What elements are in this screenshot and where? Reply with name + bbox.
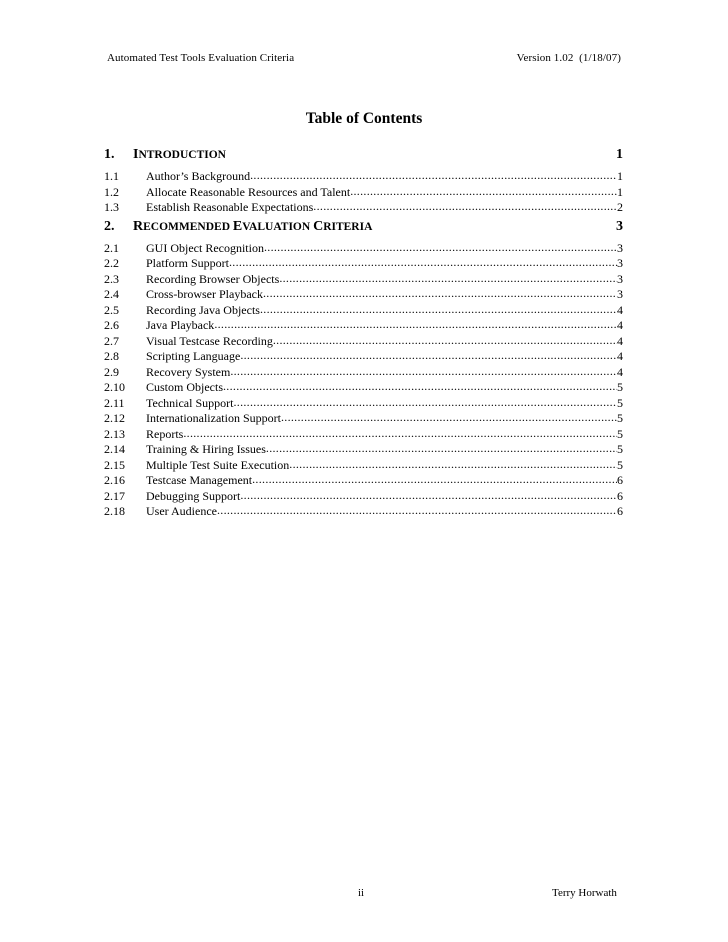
- dot-leader: [281, 410, 617, 425]
- entry-page: 1: [617, 184, 623, 199]
- entry-title: Visual Testcase Recording: [146, 333, 273, 348]
- toc-entry[interactable]: [104, 411, 623, 427]
- dot-leader: [223, 379, 617, 394]
- entry-number: 2.8: [104, 349, 119, 363]
- entry-page: 4: [617, 318, 623, 332]
- dot-leader: [350, 184, 617, 199]
- entry-title: Scripting Language: [146, 349, 241, 363]
- entry-page: 4: [617, 349, 623, 363]
- dot-leader: [240, 488, 617, 503]
- entry-page: 4: [617, 364, 623, 379]
- toc-entry[interactable]: [104, 458, 623, 474]
- entry-page: 1: [617, 169, 623, 183]
- toc-entry[interactable]: [104, 504, 623, 520]
- toc-entry[interactable]: [104, 256, 623, 272]
- dot-leader: [217, 503, 617, 518]
- section-title: INTRODUCTION: [133, 147, 226, 162]
- entry-page: 3: [617, 271, 623, 286]
- entry-number: 2.18: [104, 504, 125, 518]
- toc-entry[interactable]: [104, 303, 623, 319]
- toc-entry[interactable]: [104, 272, 623, 288]
- entry-title: Java Playback: [146, 318, 215, 332]
- dot-leader: [183, 426, 617, 441]
- entry-number: 1.2: [104, 184, 119, 199]
- table-of-contents: [104, 147, 623, 520]
- entry-number: 2.9: [104, 364, 119, 379]
- toc-entry[interactable]: [104, 169, 623, 185]
- dot-leader: [289, 457, 617, 472]
- entry-number: 2.7: [104, 333, 119, 348]
- entry-page: 4: [617, 333, 623, 348]
- toc-heading: Table of Contents: [305, 110, 423, 127]
- entry-page: 5: [617, 395, 623, 410]
- entry-title: Establish Reasonable Expectations: [146, 200, 314, 214]
- entry-number: 2.16: [104, 473, 125, 487]
- entry-title: Allocate Reasonable Resources and Talent: [146, 184, 351, 199]
- header-version: Version 1.02 (1/18/07): [516, 52, 621, 64]
- entry-number: 1.3: [104, 200, 119, 214]
- dot-leader: [264, 240, 617, 255]
- toc-entry[interactable]: [104, 442, 623, 458]
- entry-title: Recording Browser Objects: [146, 271, 280, 286]
- toc-entry[interactable]: [104, 380, 623, 396]
- entry-number: 2.13: [104, 426, 125, 441]
- entry-number: 2.15: [104, 457, 125, 472]
- entry-title: Recording Java Objects: [146, 302, 260, 317]
- toc-entry[interactable]: [104, 489, 623, 505]
- entry-number: 2.4: [104, 287, 119, 301]
- toc-entry[interactable]: [104, 287, 623, 303]
- entry-page: 3: [617, 256, 623, 270]
- toc-section-recommended-evaluation-criteria[interactable]: [104, 219, 623, 240]
- dot-leader: [279, 271, 617, 286]
- toc-entry[interactable]: [104, 185, 623, 201]
- entry-title: Reports: [146, 426, 184, 441]
- entry-page: 3: [617, 240, 623, 255]
- entry-page: 6: [617, 504, 623, 518]
- header-doc-title: Automated Test Tools Evaluation Criteria: [107, 52, 295, 64]
- entry-page: 4: [617, 302, 623, 317]
- dot-leader: [263, 286, 617, 301]
- entry-title: Training & Hiring Issues: [146, 442, 266, 456]
- entry-page: 6: [617, 473, 623, 487]
- entry-title: GUI Object Recognition: [146, 240, 264, 255]
- dot-leader: [273, 333, 617, 348]
- entry-page: 5: [617, 426, 623, 441]
- entry-title: User Audience: [146, 504, 217, 518]
- entry-title: Debugging Support: [146, 488, 241, 503]
- entry-title: Recovery System: [146, 364, 231, 379]
- entry-title: Author’s Background: [146, 169, 251, 183]
- toc-entry[interactable]: [104, 427, 623, 443]
- section-number: 1.: [104, 147, 115, 162]
- entry-title: Internationalization Support: [146, 411, 281, 425]
- toc-entry[interactable]: [104, 318, 623, 334]
- entry-page: 2: [617, 200, 623, 214]
- entry-page: 3: [617, 287, 623, 301]
- dot-leader: [266, 441, 617, 456]
- entry-title: Testcase Management: [146, 473, 253, 487]
- dot-leader: [260, 302, 617, 317]
- entry-number: 2.10: [104, 380, 125, 394]
- entry-number: 2.1: [104, 240, 119, 255]
- running-header: [107, 52, 621, 64]
- toc-entry[interactable]: [104, 334, 623, 350]
- footer-page-number: ii: [358, 887, 365, 899]
- dot-leader: [240, 348, 617, 363]
- dot-leader: [230, 364, 617, 379]
- entry-title: Custom Objects: [146, 380, 223, 394]
- toc-entry[interactable]: [104, 241, 623, 257]
- entry-number: 2.17: [104, 488, 125, 503]
- dot-leader: [229, 255, 617, 270]
- entry-number: 2.5: [104, 302, 119, 317]
- entry-page: 6: [617, 488, 623, 503]
- dot-leader: [233, 395, 617, 410]
- section-page: 3: [616, 218, 623, 234]
- toc-entry[interactable]: [104, 473, 623, 489]
- entry-page: 5: [617, 442, 623, 456]
- entry-title: Platform Support: [146, 256, 229, 270]
- footer-author: Terry Horwath: [552, 887, 617, 899]
- entry-title: Multiple Test Suite Execution: [146, 457, 290, 472]
- dot-leader: [214, 317, 617, 332]
- dot-leader: [252, 472, 617, 487]
- entry-number: 2.6: [104, 318, 119, 332]
- entry-page: 5: [617, 380, 623, 394]
- entry-page: 5: [617, 457, 623, 472]
- toc-entry[interactable]: [104, 200, 623, 216]
- entry-title: Cross-browser Playback: [146, 287, 263, 301]
- section-title: RECOMMENDED EVALUATION CRITERIA: [133, 218, 373, 234]
- dot-leader: [250, 168, 617, 183]
- entry-number: 2.12: [104, 411, 125, 425]
- entry-number: 2.2: [104, 256, 119, 270]
- toc-entry[interactable]: [104, 349, 623, 365]
- entry-number: 2.11: [104, 395, 125, 410]
- toc-entry[interactable]: [104, 365, 623, 381]
- section-number: 2.: [104, 218, 115, 234]
- dot-leader: [313, 199, 617, 214]
- toc-entry[interactable]: [104, 396, 623, 412]
- entry-page: 5: [617, 411, 623, 425]
- entry-number: 2.14: [104, 442, 125, 456]
- entry-title: Technical Support: [146, 395, 234, 410]
- toc-section-introduction[interactable]: [104, 147, 623, 168]
- entry-number: 2.3: [104, 271, 119, 286]
- section-page: 1: [616, 147, 623, 162]
- entry-number: 1.1: [104, 169, 119, 183]
